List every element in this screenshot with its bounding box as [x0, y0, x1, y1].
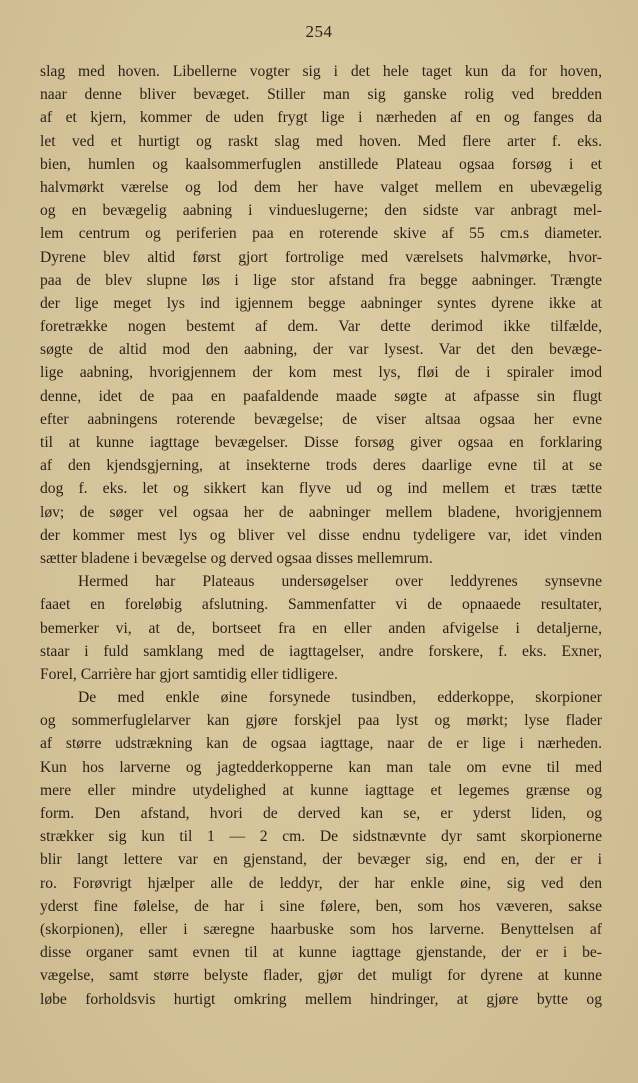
- text-line: disse organer samt evnen til at kunne iagttage gjenstande, der er i be-: [40, 944, 602, 962]
- text-line: let ved et hurtigt og raskt slag med hoven. Med flere arter f. eks.: [40, 132, 602, 150]
- text-line: form. Den afstand, hvori de derved kan se, er yderst liden, og: [40, 805, 602, 822]
- text-line: foretrække nogen bestemt af dem. Var dette derimod ikke tilfælde,: [40, 318, 602, 336]
- text-line: Kun hos larverne og jagtedderkopperne kan man tale om evne til med: [40, 758, 602, 776]
- text-line: dog f. eks. let og sikkert kan flyve ud og ind mellem et træs tætte: [40, 480, 602, 498]
- text-line: der kommer mest lys og bliver vel disse endnu tydeligere var, idet vinden: [40, 526, 602, 544]
- text-line: søgte de altid mod den aabning, der var lysest. Var det den bevæge-: [40, 341, 602, 359]
- text-line: Hermed har Plateaus undersøgelser over leddyrenes synsevne: [78, 573, 602, 591]
- text-line: lige aabning, hvorigjennem der kom mest lys, fløi de i spiraler imod: [40, 364, 602, 382]
- text-line: og sommerfuglelarver kan gjøre forskjel paa lyst og mørkt; lyse flader: [40, 712, 602, 730]
- text-line: sætter bladene i bevægelse og derved ogsaa disses mellemrum.: [40, 549, 433, 567]
- text-line: blir langt lettere var en gjenstand, der bevæger sig, end en, der er i: [40, 851, 602, 869]
- text-line: til at kunne iagttage bevægelser. Disse forsøg giver ogsaa en forklaring: [40, 434, 602, 451]
- text-line: yderst fine følelse, de har i sine følere, ben, som hos væveren, sakse: [40, 897, 602, 915]
- text-line: paa de blev slupne løs i lige stor afstand fra begge aabninger. Trængte: [40, 271, 602, 289]
- text-line: af større udstrækning kan de ogsaa iagttage, naar de er lige i nærheden.: [40, 735, 602, 753]
- text-line: lem centrum og periferien paa en roterende skive af 55 cm.s diameter.: [40, 225, 602, 243]
- text-line: løv; de søger vel ogsaa her de aabninger mellem bladene, hvorigjennem: [40, 503, 602, 521]
- text-line: Forel, Carrière har gjort samtidig eller tidligere.: [40, 665, 338, 683]
- text-line: (skorpionen), eller i særegne haarbuske som hos larverne. Benyttelsen af: [40, 920, 602, 938]
- page-number: 254: [305, 22, 333, 41]
- text-line: af den kjendsgjerning, at insekterne trods deres daarlige evne til at se: [40, 457, 602, 475]
- text-line: strækker sig kun til 1 — 2 cm. De sidstnævnte dyr samt skorpionerne: [40, 828, 602, 846]
- text-line: og en bevægelig aabning i vindueslugerne; den sidste var anbragt mel-: [40, 202, 602, 220]
- text-line: slag med hoven. Libellerne vogter sig i det hele taget kun da for hoven,: [40, 63, 602, 80]
- text-line: af et kjern, kommer de uden frygt lige i nærheden af en og fanges da: [40, 109, 602, 127]
- text-line: faaet en foreløbig afslutning. Sammenfatter vi de opnaaede resultater,: [40, 596, 602, 614]
- body-text: [40, 60, 602, 1011]
- text-line: bien, humlen og kaalsommerfuglen anstillede Plateau ogsaa forsøg i et: [40, 155, 602, 173]
- text-line: ro. Forøvrigt hjælper alle de leddyr, der har enkle øine, sig ved den: [40, 874, 602, 892]
- text-line: bemerker vi, at de, bortseet fra en eller anden afvigelse i detaljerne,: [40, 619, 602, 637]
- text-line: løbe forholdsvis hurtigt omkring mellem hindringer, at gjøre bytte og: [40, 990, 602, 1008]
- text-line: efter aabningens roterende bevægelse; de viser altsaa ogsaa her evne: [40, 410, 602, 428]
- text-line: mere eller mindre utydelighed at kunne iagttage et legemes grænse og: [40, 781, 602, 799]
- text-line: Dyrene blev altid først gjort fortrolige med værelsets halvmørke, hvor-: [40, 248, 602, 266]
- text-line: halvmørkt værelse og lod dem her have valget mellem en ubevægelig: [40, 178, 602, 196]
- text-line: der lige meget lys ind igjennem begge aabninger syntes dyrene ikke at: [40, 294, 602, 312]
- text-line: staar i fuld samklang med de iagttagelser, andre forskere, f. eks. Exner,: [40, 642, 602, 660]
- text-line: vægelse, samt større belyste flader, gjør det muligt for dyrene at kunne: [40, 967, 602, 985]
- text-line: naar denne bliver bevæget. Stiller man sig ganske rolig ved bredden: [40, 86, 602, 104]
- text-line: De med enkle øine forsynede tusindben, edderkoppe, skorpioner: [78, 689, 602, 707]
- text-line: denne, idet de paa en paafaldende maade søgte at afpasse sin flugt: [40, 387, 602, 405]
